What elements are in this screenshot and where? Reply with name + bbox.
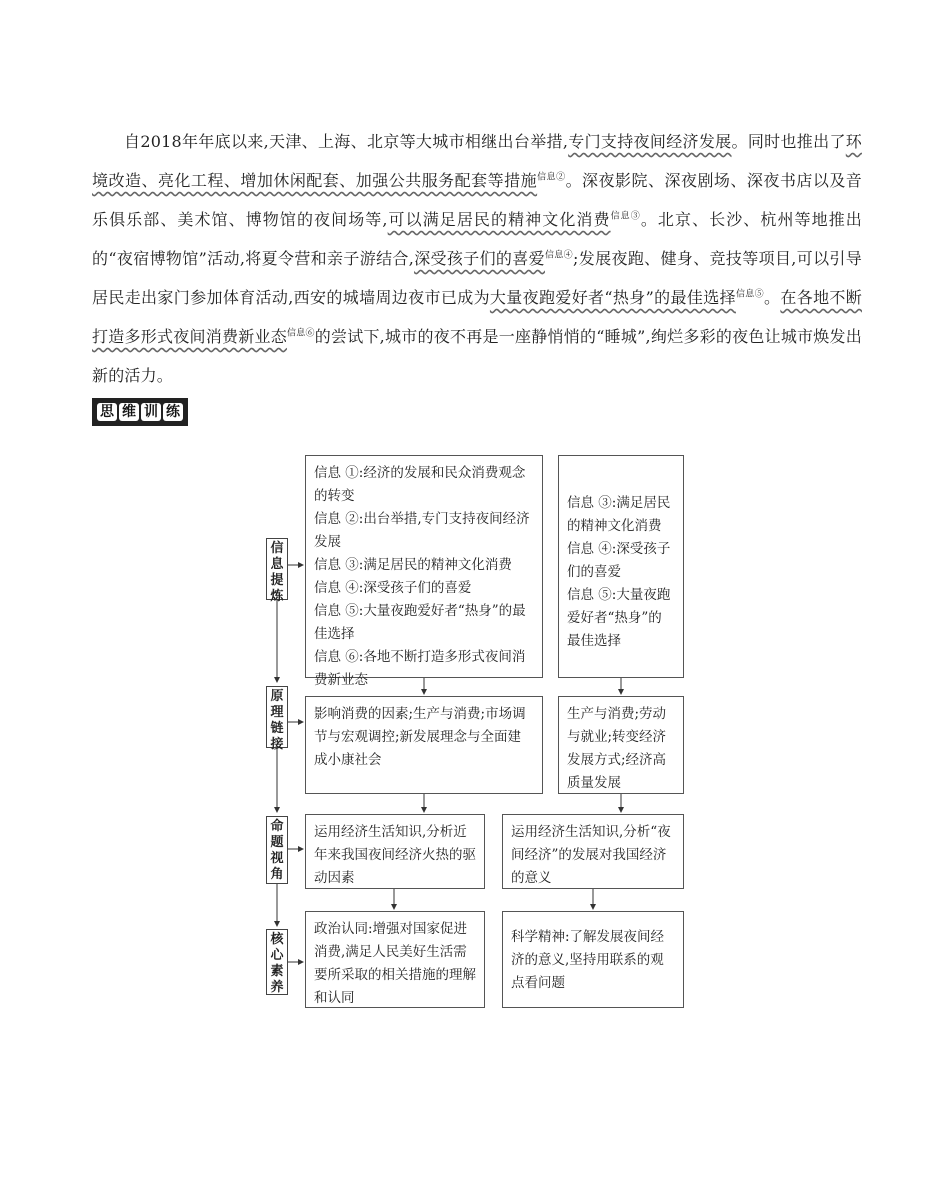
label-core-literacy: 核心素养 [266, 929, 288, 995]
badge-char: 维 [119, 403, 139, 421]
info-marker: 信息③ [610, 211, 641, 222]
passage-text: 。同时也推出了 [731, 132, 846, 151]
badge-char: 训 [141, 403, 161, 421]
badge-char: 思 [97, 403, 117, 421]
info-marker: 信息⑥ [286, 328, 315, 339]
passage-text: 。北京、长沙、杭州等地推出的“夜宿博物馆”活动,将夏令营和亲子游结合, [92, 210, 862, 268]
passage-text: 的尝试下,城市的夜不再是一座静悄悄的“睡城”,绚烂多彩的夜色让城市焕发出新的活力。 [92, 327, 862, 385]
box-info-left: 信息 ①:经济的发展和民众消费观念的转变 信息 ②:出台举措,专门支持夜间经济发展 信息 ③:满足居民的精神文化消费 信息 ④:深受孩子们的喜爱 信息 ⑤:大量夜跑爱好者“热身”的最佳选择 信息 ⑥:各地不断打造多形式夜间消费新业态 [305, 455, 543, 678]
badge-char: 练 [163, 403, 183, 421]
passage-text: 。深夜影院、深夜剧场、深夜书店以及音乐俱乐部、美术馆、博物馆的夜间场等, [92, 171, 863, 229]
underlined-text: 环境改造、亮化工程、增加休闲配套、加强公共服务配套等措施 [92, 132, 862, 190]
box-principle-left: 影响消费的因素;生产与消费;市场调节与宏观调控;新发展理念与全面建成小康社会 [305, 696, 543, 794]
box-core-right: 科学精神:了解发展夜间经济的意义,坚持用联系的观点看问题 [502, 911, 684, 1008]
underlined-text: 深受孩子们的喜爱 [414, 249, 545, 268]
box-core-left: 政治认同:增强对国家促进消费,满足人民美好生活需要所采取的相关措施的理解和认同 [305, 911, 485, 1008]
info-marker: 信息④ [544, 250, 574, 261]
box-angle-left: 运用经济生活知识,分析近年来我国夜间经济火热的驱动因素 [305, 814, 485, 889]
underlined-text: 在各地不断打造多形式夜间消费新业态 [92, 288, 862, 346]
box-principle-right: 生产与消费;劳动与就业;转变经济发展方式;经济高质量发展 [558, 696, 684, 794]
passage-text: 。 [764, 288, 781, 307]
label-principle-link: 原理链接 [266, 686, 288, 748]
underlined-text: 大量夜跑爱好者“热身”的最佳选择 [489, 288, 736, 307]
info-marker: 信息② [537, 172, 566, 183]
label-info-extract: 信息提炼 [266, 538, 288, 600]
underlined-text: 专门支持夜间经济发展 [568, 132, 732, 151]
info-marker: 信息⑤ [735, 289, 764, 300]
underlined-text: 可以满足居民的精神文化消费 [387, 210, 611, 229]
label-question-angle: 命题视角 [266, 816, 288, 884]
box-info-right: 信息 ③:满足居民的精神文化消费 信息 ④:深受孩子们的喜爱 信息 ⑤:大量夜跑爱好者“热身”的最佳选择 [558, 455, 684, 678]
box-angle-right: 运用经济生活知识,分析“夜间经济”的发展对我国经济的意义 [502, 814, 684, 889]
passage-text: ;发展夜跑、健身、竞技等项目,可以引导居民走出家门参加体育活动,西安的城墙周边夜市已成为 [92, 249, 862, 307]
passage-text: 自2018年年底以来,天津、上海、北京等大城市相继出台举措, [124, 132, 569, 151]
